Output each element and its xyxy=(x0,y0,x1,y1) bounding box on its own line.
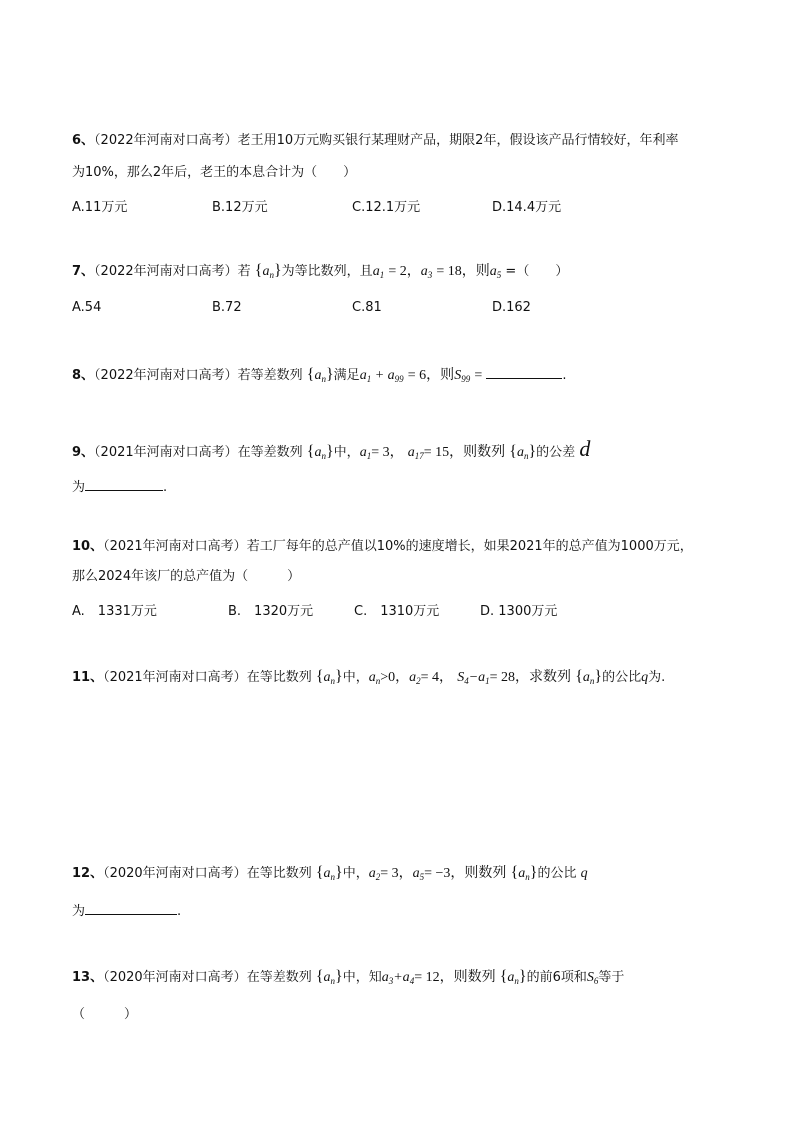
math-a5: $a_5$ xyxy=(489,264,502,280)
question-7-line-1 xyxy=(72,262,568,284)
question-text: =（ ） xyxy=(505,264,569,279)
question-9-line-2 xyxy=(72,478,167,497)
math-q: q xyxy=(641,670,649,685)
math-eq: = 4， xyxy=(420,670,454,685)
punctuation: . xyxy=(163,480,168,495)
math-expression: $a_3+a_4$ xyxy=(381,970,415,986)
question-text: 在等差数列 xyxy=(246,970,312,985)
question-text: 中， xyxy=(342,866,369,881)
option-a: A. 1331万元 xyxy=(72,604,157,619)
question-text: 若工厂每年的总产值以10%的速度增长，如果2021年的总产值为1000万元， xyxy=(246,539,693,554)
question-source: （2021年河南对口高考） xyxy=(103,539,247,554)
question-9-line-1 xyxy=(72,436,591,465)
math-an: $a_n$ xyxy=(368,670,381,686)
question-text: 在等比数列 xyxy=(246,670,312,685)
math-expression: $a_1 + a_{99}$ xyxy=(359,368,404,384)
answer-blank xyxy=(85,478,163,491)
question-source: （2020年河南对口高考） xyxy=(103,970,247,985)
answer-blank xyxy=(85,902,177,915)
question-number: 6、 xyxy=(72,133,95,148)
question-text: 为 xyxy=(72,480,86,495)
math-a2: $a_2$ xyxy=(368,866,381,882)
math-sequence: $\{a_n\}$ xyxy=(509,443,537,461)
math-sequence: $\{a_n\}$ xyxy=(510,864,538,882)
question-text: 若等差数列 xyxy=(237,368,303,383)
math-a1: $a_1$ xyxy=(372,264,385,280)
math-a3: $a_3$ xyxy=(420,264,433,280)
math-eq: = −3，则数列 xyxy=(424,866,507,881)
question-number: 9、 xyxy=(72,445,95,460)
punctuation: . xyxy=(177,904,182,919)
question-text: 为10%，那么2年后，老王的本息合计为（ ） xyxy=(72,165,357,180)
question-8-line-1 xyxy=(72,366,567,388)
math-a1: $a_1$ xyxy=(359,445,372,461)
question-text: 那么2024年该厂的总产值为（ ） xyxy=(72,569,301,584)
math-expression: $S_4-a_1$ xyxy=(457,670,490,686)
question-13-line-1 xyxy=(72,968,624,990)
math-sequence: $\{a_n\}$ xyxy=(306,443,334,461)
option-a: A.11万元 xyxy=(72,200,128,215)
question-number: 10、 xyxy=(72,539,104,554)
math-sequence: $\{a_n\}$ xyxy=(499,968,527,986)
answer-blank xyxy=(486,366,562,379)
question-text: 中， xyxy=(342,670,369,685)
math-eq: = 18，则 xyxy=(436,264,490,279)
question-6-line-2 xyxy=(72,164,356,182)
math-sequence: $\{a_n\}$ xyxy=(575,668,603,686)
math-eq: >0， xyxy=(380,670,410,685)
question-source: （2020年河南对口高考） xyxy=(103,866,247,881)
question-number: 12、 xyxy=(72,866,104,881)
math-s99: $S_{99}$ xyxy=(454,368,471,384)
math-eq: = 12，则数列 xyxy=(414,970,496,985)
math-eq: = 28，求数列 xyxy=(489,670,572,685)
option-b: B.72 xyxy=(212,300,242,315)
question-text: 为 xyxy=(72,904,86,919)
option-c: C.81 xyxy=(352,300,382,315)
question-source: （2022年河南对口高考） xyxy=(94,368,238,383)
question-text: 的前6项和 xyxy=(526,970,587,985)
question-text: 老王用10万元购买银行某理财产品，期限2年，假设该产品行情较好，年利率 xyxy=(237,133,679,148)
math-eq: = 6，则 xyxy=(407,368,455,383)
math-d: d xyxy=(579,436,591,461)
question-10-line-2 xyxy=(72,568,300,586)
option-c: C. 1310万元 xyxy=(354,604,440,619)
question-10-line-1 xyxy=(72,538,693,556)
question-number: 13、 xyxy=(72,970,104,985)
question-source: （2021年河南对口高考） xyxy=(94,445,238,460)
question-text: 若 xyxy=(237,264,251,279)
math-sequence: $\{a_n\}$ xyxy=(315,864,343,882)
math-q: q xyxy=(580,866,588,881)
question-text: 的公差 xyxy=(536,445,576,460)
option-d: D. 1300万元 xyxy=(480,604,558,619)
punctuation: . xyxy=(562,368,567,383)
question-text: 中， xyxy=(333,445,360,460)
math-a5: $a_5$ xyxy=(412,866,425,882)
math-eq: = 15，则数列 xyxy=(423,445,506,460)
option-a: A.54 xyxy=(72,300,102,315)
option-b: B. 1320万元 xyxy=(228,604,314,619)
question-number: 8、 xyxy=(72,368,95,383)
math-a2: $a_2$ xyxy=(409,670,421,686)
math-s6: $S_6$ xyxy=(586,970,599,986)
math-eq: = xyxy=(474,368,483,383)
question-number: 7、 xyxy=(72,264,95,279)
math-sequence: $\{a_n\}$ xyxy=(306,366,334,384)
math-sequence: $\{a_n\}$ xyxy=(315,668,343,686)
option-d: D.162 xyxy=(492,300,531,315)
question-12-line-2 xyxy=(72,902,181,921)
math-eq: = 3， xyxy=(371,445,404,460)
question-source: （2022年河南对口高考） xyxy=(94,133,238,148)
question-text: 在等比数列 xyxy=(246,866,312,881)
math-eq: = 3， xyxy=(380,866,413,881)
math-a17: $a_{17}$ xyxy=(407,445,424,461)
question-number: 11、 xyxy=(72,670,104,685)
question-text: 的公比 xyxy=(537,866,577,881)
question-text: 为. xyxy=(648,670,666,685)
math-sequence: $\{a_n\}$ xyxy=(315,968,343,986)
question-13-line-2 xyxy=(72,1006,137,1024)
question-11-line-1 xyxy=(72,668,665,690)
math-sequence: $\{a_n\}$ xyxy=(254,262,282,280)
question-text: 为等比数列，且 xyxy=(281,264,373,279)
option-c: C.12.1万元 xyxy=(352,200,421,215)
question-source: （2021年河南对口高考） xyxy=(103,670,247,685)
option-b: B.12万元 xyxy=(212,200,268,215)
question-text: 在等差数列 xyxy=(237,445,303,460)
question-text: 中，知 xyxy=(342,970,382,985)
question-6-line-1 xyxy=(72,132,678,150)
option-d: D.14.4万元 xyxy=(492,200,562,215)
math-eq: = 2， xyxy=(388,264,421,279)
question-source: （2022年河南对口高考） xyxy=(94,264,238,279)
question-text: 的公比 xyxy=(602,670,642,685)
question-text: 等于 xyxy=(598,970,625,985)
answer-brackets: （ ） xyxy=(72,1007,138,1022)
question-text: 满足 xyxy=(333,368,360,383)
question-12-line-1 xyxy=(72,864,588,886)
